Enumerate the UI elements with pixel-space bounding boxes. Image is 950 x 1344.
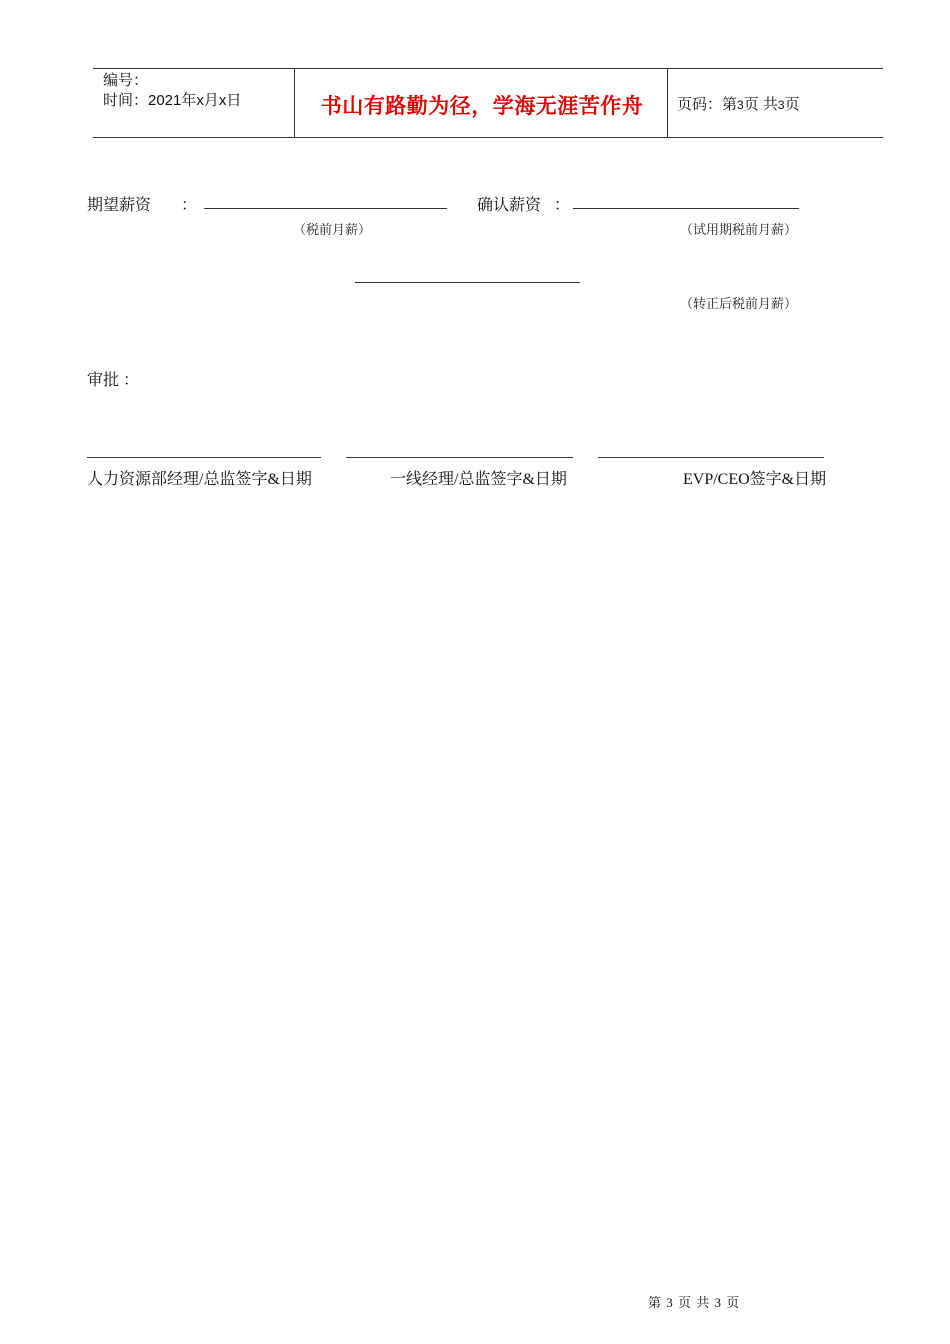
page-prefix: 页码：第 (677, 96, 738, 113)
ceo-signature-line[interactable] (598, 457, 824, 458)
header-motto: 书山有路勤为径，学海无涯苦作舟 (320, 94, 644, 118)
confirmed-salary-field[interactable] (573, 208, 799, 209)
hr-signature-label: 人力资源部经理/总监签字&日期 (87, 471, 312, 488)
header-meta (103, 71, 241, 111)
hr-signature-line[interactable] (87, 457, 321, 458)
confirmed-salary-label: 确认薪资 (477, 197, 542, 214)
expected-salary-field[interactable] (204, 208, 447, 209)
regular-salary-field[interactable] (355, 282, 580, 283)
regular-salary-note: （转正后税前月薪） (680, 296, 798, 311)
expected-salary-note: （税前月薪） (293, 222, 372, 237)
expected-salary-colon: ： (181, 197, 198, 214)
page-current: 3 (737, 98, 744, 112)
confirmed-salary-colon: ： (554, 197, 571, 214)
document-header (93, 68, 883, 138)
page-total: 3 (777, 98, 785, 112)
code-label: 编号： (103, 72, 149, 89)
page-suffix: 页 (784, 96, 800, 113)
time-label: 时间：2021年x月x日 (103, 92, 242, 109)
page-footer: 第 3 页 共 3 页 (648, 1295, 741, 1310)
ceo-signature-label: EVP/CEO签字&日期 (683, 471, 827, 488)
confirmed-salary-note: （试用期税前月薪） (680, 222, 798, 237)
page-mid: 页 共 (743, 96, 778, 113)
manager-signature-label: 一线经理/总监签字&日期 (390, 471, 567, 488)
manager-signature-line[interactable] (346, 457, 573, 458)
expected-salary-label: 期望薪资 (87, 197, 152, 214)
header-page-number (677, 93, 800, 114)
header-divider (667, 69, 668, 137)
approval-label: 审批 ： (87, 372, 140, 389)
